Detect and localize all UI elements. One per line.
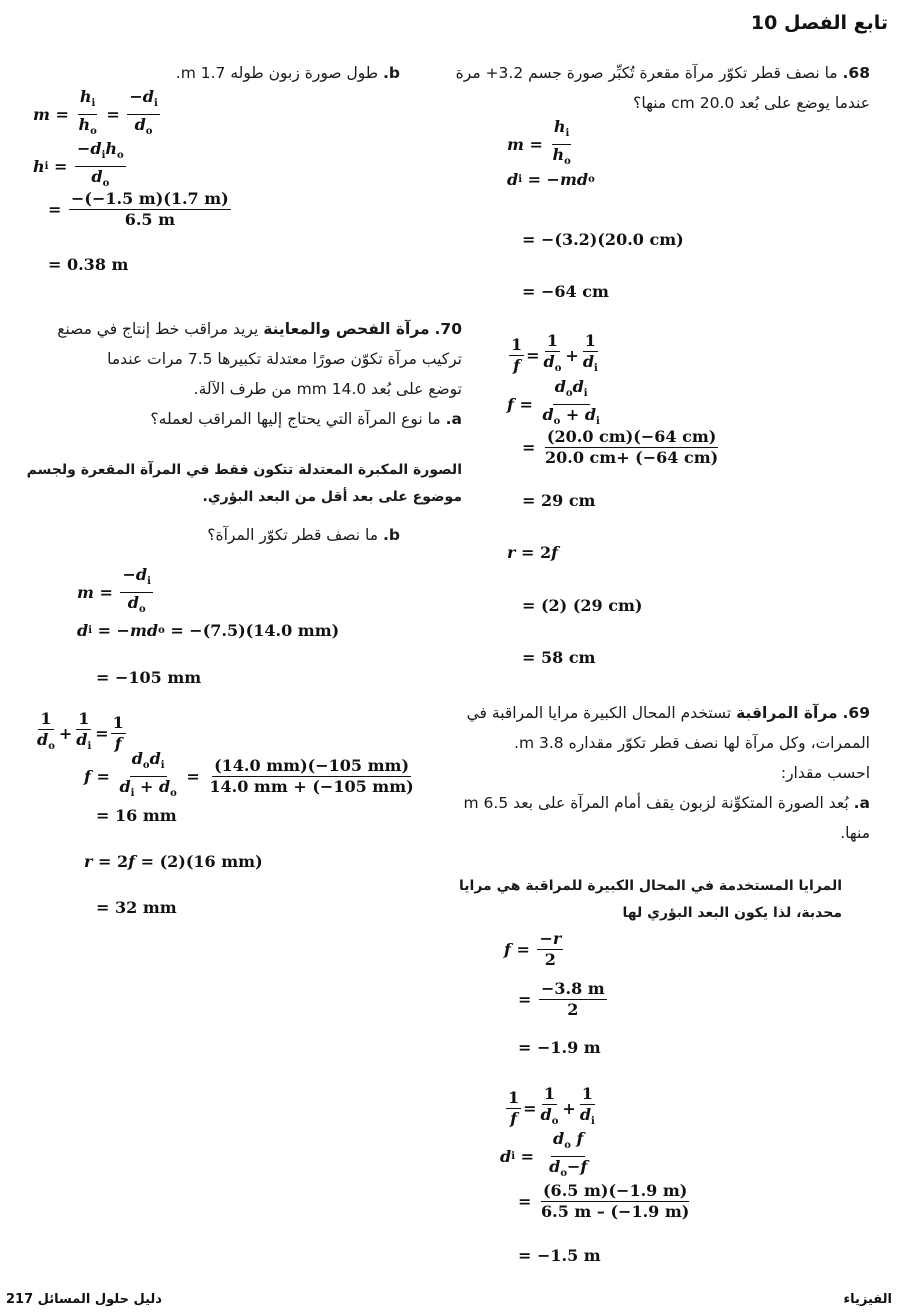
problem-70-text bbox=[2, 314, 462, 434]
answer-69a-line2: محدبة، لذا يكون البعد البؤري لها bbox=[622, 905, 842, 921]
problem-70b-question: ما نصف قطر تكوّر المرآة؟ bbox=[207, 526, 379, 544]
problem-68-text bbox=[430, 58, 870, 118]
problem-69a-label: a. bbox=[853, 794, 870, 812]
eq-68-f-result: = 29 cm bbox=[522, 491, 596, 510]
eq-68-f-sub: = $\frac{(20.0 cm)(-64 cm)}{20.0 cm+ (-64 cm)}$ bbox=[522, 427, 719, 467]
eq-69-f-sub: = $\frac{-3.8 m}{2}$ bbox=[518, 979, 605, 1019]
eq-68-r-sub: = (2) (29 cm) bbox=[522, 596, 643, 615]
problem-70-line1: يريد مراقب خط إنتاج في مصنع bbox=[57, 320, 259, 338]
eq-69b-hi-sub: = $\frac{-(-1.5 m)(1.7 m)}{6.5 m}$ bbox=[48, 189, 229, 229]
eq-68-di-result: = −64 cm bbox=[522, 282, 609, 301]
problem-70a-answer bbox=[2, 457, 462, 511]
eq-69-mirror: $\frac{1}{f}$ = $\frac{1}{d_o}$ + $\frac{1}{d_i}$ bbox=[508, 1084, 595, 1128]
eq-69b-m: m = $\frac{h_i}{h_o}$ = $\frac{-d_i}{d_o}$ bbox=[33, 87, 158, 138]
answer-70a-line2: موضوع على بعد أقل من البعد البؤري. bbox=[202, 489, 462, 505]
problem-69-title: مرآة المراقبة bbox=[736, 704, 838, 722]
eq-68-magnification: m = $\frac{h_i}{h_o}$ bbox=[507, 117, 571, 168]
problem-69b-label: b. bbox=[383, 64, 400, 82]
problem-70b-text bbox=[20, 520, 400, 550]
eq-69-f: f = $\frac{-r}{2}$ bbox=[504, 929, 562, 969]
problem-70b-label: b. bbox=[383, 526, 400, 544]
problem-69b-text bbox=[20, 58, 400, 88]
answer-69a-line1: المرايا المستخدمة في المحال الكبيرة للمراقبة هي مرايا bbox=[459, 878, 842, 894]
eq-69-f-result: = −1.9 m bbox=[518, 1038, 601, 1057]
eq-69-di-sub: = $\frac{(6.5 m)(-1.9 m)}{6.5 m - (-1.9 m)}$ bbox=[518, 1181, 690, 1221]
problem-70-number: 70. bbox=[434, 320, 462, 338]
problem-69a-answer bbox=[422, 873, 842, 927]
problem-68-line1: ما نصف قطر تكوّر مرآة مقعرة تُكبِّر صورة جسم 3.2+ مرة bbox=[455, 64, 838, 82]
footer-page-label: دليل حلول المسائل 217 bbox=[6, 1292, 162, 1307]
eq-70-di: d i = − md o = −(7.5)(14.0 mm) bbox=[77, 621, 340, 640]
footer-subject: الفيزياء bbox=[843, 1292, 892, 1307]
problem-69a-line1: بُعد الصورة المتكوِّنة لزبون يقف أمام المرآة على بعد 6.5 m bbox=[463, 794, 849, 812]
chapter-header: تابع الفصل 10 bbox=[750, 12, 888, 34]
problem-69-line1: تستخدم المحال الكبيرة مرايا المراقبة في bbox=[466, 704, 732, 722]
eq-69-di: d i = $\frac{d_o f}{d_o-f}$ bbox=[500, 1129, 588, 1180]
eq-70-r-result: = 32 mm bbox=[96, 898, 177, 917]
eq-68-f: f = $\frac{d_od_i}{d_o + d_i}$ bbox=[507, 377, 600, 428]
eq-69-di-result: = −1.5 m bbox=[518, 1246, 601, 1265]
problem-69-number: 69. bbox=[842, 704, 870, 722]
problem-69b-question: طول صورة زبون طوله 1.7 m. bbox=[175, 64, 379, 82]
problem-70-title: مرآة الفحص والمعاينة bbox=[263, 320, 430, 338]
eq-70-f-result: = 16 mm bbox=[96, 806, 177, 825]
eq-70-di-result: = −105 mm bbox=[96, 668, 202, 687]
problem-69-line3: احسب مقدار: bbox=[780, 764, 870, 782]
problem-70-line2: تركيب مرآة تكوّن صورًا معتدلة تكبيرها 7.5 مرات عندما bbox=[107, 350, 462, 368]
eq-70-f: f = $\frac{d_od_i}{d_i + d_o}$ = $\frac{(14.0 mm)(-105 mm)}{14.0 mm + (-105 mm)}$ bbox=[84, 749, 414, 800]
eq-70-mirror: $\frac{1}{d_o}$ + $\frac{1}{d_i}$ = $\frac{1}{f}$ bbox=[37, 709, 124, 753]
problem-70a-question: ما نوع المرآة التي يحتاج إليها المراقب لعمله؟ bbox=[150, 410, 441, 428]
answer-70a-line1: الصورة المكبرة المعتدلة تتكون فقط في المرآة المقعرة ولجسم bbox=[26, 462, 462, 478]
eq-68-mirror: $\frac{1}{f}$ = $\frac{1}{d_o}$ + $\frac{1}{d_i}$ bbox=[511, 331, 598, 375]
problem-70-line3: توضع على بُعد 14.0 mm من طرف الآلة. bbox=[193, 380, 462, 398]
eq-68-r-result: = 58 cm bbox=[522, 648, 596, 667]
eq-70-r: r = 2 f = (2)(16 mm) bbox=[84, 852, 263, 871]
eq-69b-hi-result: = 0.38 m bbox=[48, 255, 129, 274]
problem-70a-label: a. bbox=[445, 410, 462, 428]
eq-68-r: r = 2 f bbox=[507, 543, 559, 562]
eq-69b-hi: h i = $\frac{-d_ih_o}{d_o}$ bbox=[33, 139, 124, 190]
eq-68-di-sub: = −(3.2)(20.0 cm) bbox=[522, 230, 684, 249]
eq-70-m: m = $\frac{-d_i}{d_o}$ bbox=[77, 565, 151, 616]
problem-69a-line2: منها. bbox=[840, 824, 870, 842]
eq-68-di: d i = − md o bbox=[507, 170, 595, 189]
problem-69-line2: الممرات، وكل مرآة لها نصف قطر تكوّر مقداره 3.8 m. bbox=[514, 734, 870, 752]
problem-69-text bbox=[430, 698, 870, 848]
problem-68-line2: عندما يوضع على بُعد 20.0 cm منها؟ bbox=[633, 94, 870, 112]
problem-68-number: 68. bbox=[842, 64, 870, 82]
